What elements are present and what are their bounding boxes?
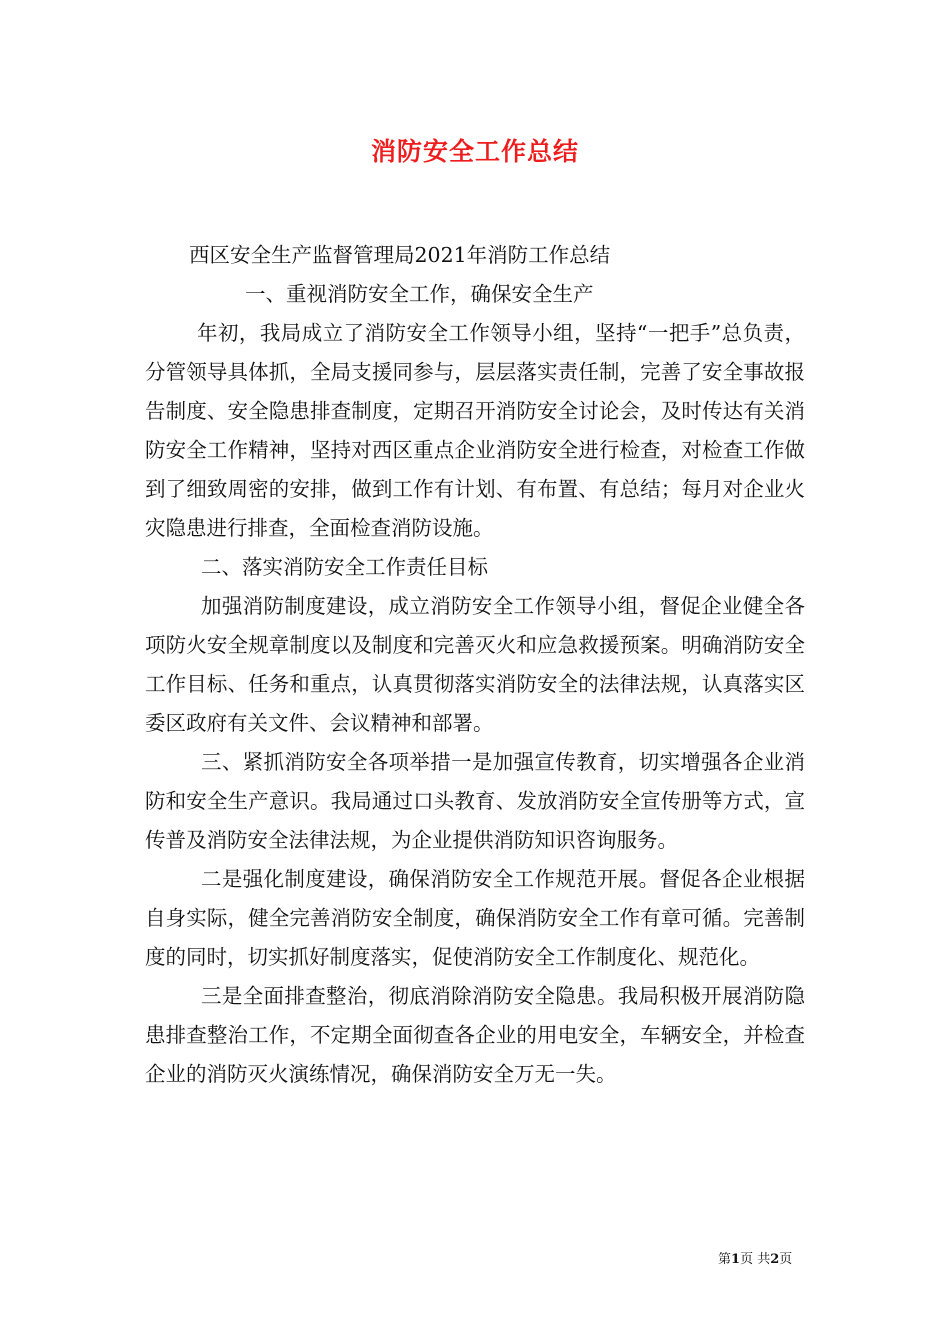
paragraph: 加强消防制度建设，成立消防安全工作领导小组，督促企业健全各项防火安全规章制度以及制度和完善灭火和应急救援预案。明确消防安全工作目标、任务和重点，认真贯彻落实消防安全的法律法规，认真落实区委区政府有关文件、会议精神和部署。 (145, 594, 805, 735)
paragraph: 年初，我局成立了消防安全工作领导小组，坚持“一把手”总负责，分管领导具体抓，全局支援同参与，层层落实责任制，完善了安全事故报告制度、安全隐患排查制度，定期召开消防安全讨论会，及时传达有关消防安全工作精神，坚持对西区重点企业消防安全进行检查，对检查工作做到了细致周密的安排，做到工作有计划、有布置、有总结；每月对企业火灾隐患进行排查，全面检查消防设施。 (145, 321, 805, 540)
paragraph: 三是全面排查整治，彻底消除消防安全隐患。我局积极开展消防隐患排查整治工作，不定期全面彻查各企业的用电安全，车辆安全，并检查企业的消防灭火演练情况，确保消防安全万无一失。 (145, 984, 805, 1086)
paragraph: 二是强化制度建设，确保消防安全工作规范开展。督促各企业根据自身实际，健全完善消防安全制度，确保消防安全工作有章可循。完善制度的同时，切实抓好制度落实，促使消防安全工作制度化、规范化。 (145, 867, 805, 969)
page-number-suffix: 页 (779, 1252, 793, 1267)
document-title: 消防安全工作总结 (370, 137, 579, 166)
document-body (145, 236, 805, 1094)
document-subtitle: 西区安全生产监督管理局2021年消防工作总结 (189, 243, 611, 267)
page-number-prefix: 第 (718, 1252, 732, 1267)
page-number (718, 1248, 828, 1267)
section-heading: 二、落实消防安全工作责任目标 (201, 555, 488, 579)
page-number-middle: 页 共 (740, 1252, 771, 1267)
paragraph: 三、紧抓消防安全各项举措一是加强宣传教育，切实增强各企业消防和安全生产意识。我局通过口头教育、发放消防安全宣传册等方式，宣传普及消防安全法律法规，为企业提供消防知识咨询服务。 (145, 750, 805, 852)
total-pages: 2 (770, 1252, 780, 1267)
section-heading: 一、重视消防安全工作，确保安全生产 (245, 282, 594, 306)
current-page: 1 (731, 1252, 741, 1267)
